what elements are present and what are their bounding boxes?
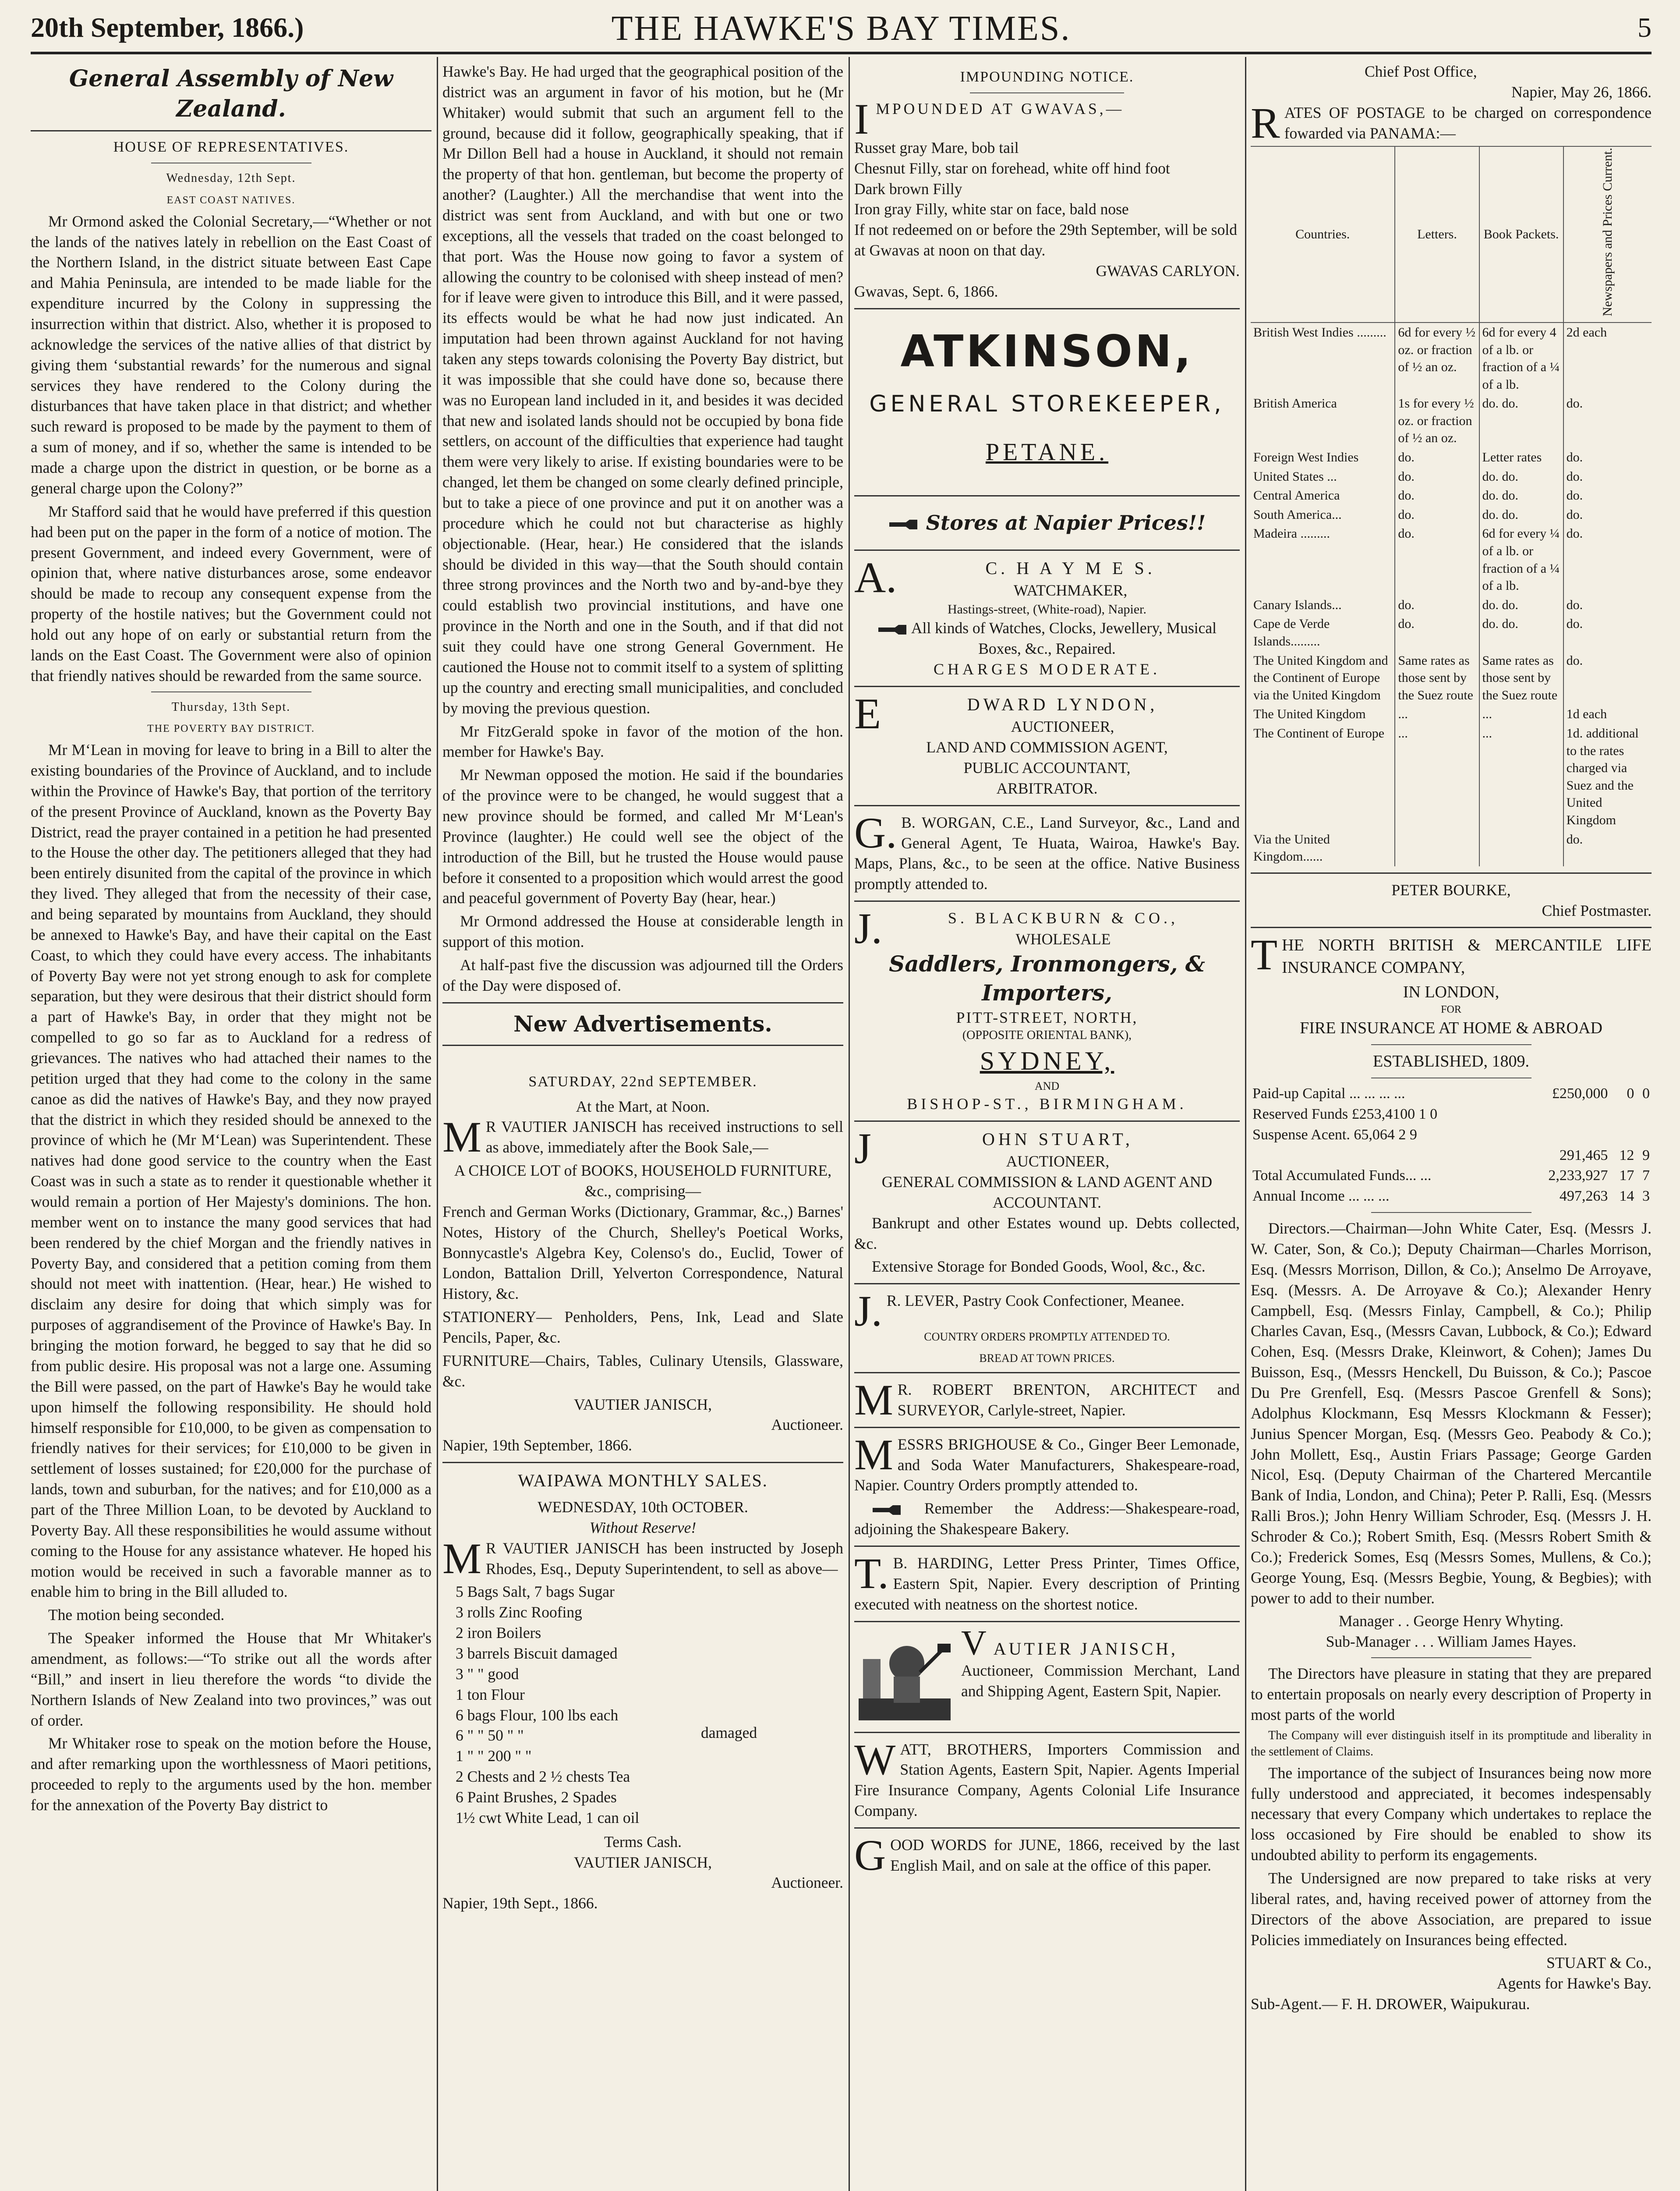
directors-list: Directors.—Chairman—John White Cater, Esq. (Messrs J. W. Cater, Son, & Co.); Deputy Chairman—Charles Morrison, Esq. (Messrs Morrison, Dillon, & Co.); Anselmo De Arroyave, Esq. (Messrs. A. De Arroyave & Co.); Alexander Henry Campbell, Esq. (Messrs Finlay, Campbell, & Co.); Philip Charles Cavan, Esq., (Messrs Cavan, Lubbock, & Co.); Edward Cohen, Esq. (Messrs Drake, Kleinwort, & Cohen); James Du Buisson, Esq., (Messrs Henckell, Du Buisson, & Co.); Pascoe Du Pre Grenfell, Esq. (Messrs Pascoe Grenfell & Sons); Adolphus Klockmann, Esq Messrs Klockmann & Fesser); Junius Spencer Morgan, Esq. (Messrs Geo. Peabody & Co.); John Mollett, Esq., Austin Friars Passage; George Garden Nicol, Esq. (Deputy Chairman of the Chartered Mercantile Bank of India, London, and China); Peter P. Ralli, Esq. (Messrs Ralli Bros.); John Henry William Schroder, Esq. (Messrs J. H. Schroder & Co.); Robert Smith, Esq. (Messrs Robert Smith & Co.); Frederick Somes, Esq (Messrs Somes, Mullens, & Co.); George Young, Esq. (Messrs Begbie, Young, & Begbies); with power to add to their number. [1251, 1220, 1652, 1607]
column-rule [437, 57, 438, 2191]
haymes-desc-line [854, 618, 1240, 659]
table-row [1251, 724, 1652, 830]
ad-item: STATIONERY— Penholders, Pens, Ink, Lead and Slate Pencils, Paper, &c. [442, 1308, 843, 1346]
article-paragraph: Mr Newman opposed the motion. He said if the boundaries of the province were to be changed, he would suggest that a new province should be formed, and called Mr M‘Lean's Province (laughter.) He could well see the object of the introduction of the Bill, but he trusted the House would pause before it consented to a proposition which would arrest the good and peaceful government of Poverty Bay (hear, hear.) [442, 766, 843, 907]
column-4 [1251, 61, 1652, 2191]
lever-line: BREAD AT TOWN PRICES. [979, 1351, 1115, 1365]
table-row [1251, 524, 1652, 595]
watt-ad [854, 1735, 1240, 1821]
advertisement [442, 1072, 843, 1456]
divider [854, 1427, 1240, 1428]
table-cell: 1d. additional to the rates charged via Suez and the United Kingdom [1563, 724, 1652, 830]
blackburn-line: PITT-STREET, NORTH, [956, 1008, 1138, 1026]
table-cell: Via the United Kingdom...... [1253, 832, 1330, 864]
divider [854, 805, 1240, 806]
impounding-date: Gwavas, Sept. 6, 1866. [854, 282, 998, 300]
finance-cell [1251, 1145, 1520, 1166]
table-row [1251, 651, 1652, 705]
table-cell: Same rates as those sent by the Suez route [1479, 651, 1563, 705]
lever-line: COUNTRY ORDERS PROMPTLY ATTENDED TO. [924, 1330, 1170, 1344]
divider [1371, 1212, 1531, 1213]
masthead [31, 9, 1652, 48]
nb-title: HE NORTH BRITISH & MERCANTILE LIFE INSURANCE COMPANY, [1282, 936, 1652, 977]
finance-cell: Annual Income ... ... ... [1252, 1188, 1390, 1205]
table-cell: 1d each [1563, 705, 1652, 724]
table-row [1251, 448, 1652, 467]
column-header: Letters. [1395, 146, 1479, 322]
section-title: General Assembly of New Zealand. [69, 65, 393, 122]
blackburn-trades: Saddlers, Ironmongers, & Importers, [889, 950, 1205, 1006]
masthead-rule [31, 52, 1652, 54]
impounding-item: If not redeemed on or before the 29th September, will be sold at Gwavas at noon on that day. [854, 221, 1237, 259]
finance-row [1251, 1145, 1652, 1166]
divider [1371, 1657, 1531, 1658]
brighouse-remember: Remember the Address:—Shakespeare-road, adjoining the Shakespeare Bakery. [854, 1500, 1240, 1538]
divider [854, 1621, 1240, 1622]
ad-terms: Terms Cash. [604, 1833, 682, 1851]
finance-cell: Reserved Funds £253,4100 1 0 [1252, 1106, 1438, 1122]
column-header: Countries. [1251, 146, 1395, 322]
divider [31, 130, 431, 131]
ad-item: 2 iron Boilers [456, 1624, 541, 1642]
divider [854, 1827, 1240, 1829]
finance-cell: 14 [1619, 1188, 1634, 1205]
table-cell: 1s for every ½ oz. or fraction of ½ an oz. [1395, 394, 1479, 448]
table-cell: Same rates as those sent by the Suez route [1395, 651, 1479, 705]
blackburn-birmingham: BISHOP-ST., BIRMINGHAM. [907, 1095, 1187, 1113]
divider [1251, 872, 1652, 874]
drop-cap: G. [854, 808, 897, 857]
divider [854, 1120, 1240, 1122]
sub-manager: Sub-Manager . . . William James Hayes. [1326, 1633, 1577, 1651]
finance-row [1251, 1125, 1652, 1145]
stuart-name: OHN STUART, [982, 1129, 1133, 1149]
drop-cap: M [442, 1113, 481, 1162]
table-cell: do. do. [1479, 467, 1563, 486]
masthead-title: THE HAWKE'S BAY TIMES. [611, 9, 1071, 48]
janisch-text: Auctioneer, Commission Merchant, Land and Shipping Agent, Eastern Spit, Napier. [961, 1662, 1240, 1700]
stuart-line: Extensive Storage for Bonded Goods, Wool, &c., &c. [872, 1258, 1206, 1276]
drop-cap: E [854, 689, 881, 738]
stuart-line: Bankrupt and other Estates wound up. Debts collected, &c. [854, 1214, 1240, 1252]
drop-cap: M [854, 1375, 893, 1424]
ad-date: SATURDAY, 22nd SEPTEMBER. [528, 1073, 757, 1090]
finance-cell [1636, 1104, 1652, 1125]
table-cell: do. [1395, 614, 1479, 651]
haymes-charges: CHARGES MODERATE. [933, 660, 1161, 678]
finance-cell [1520, 1125, 1610, 1145]
finance-cell: 497,263 [1559, 1188, 1608, 1205]
subheading: THE POVERTY BAY DISTRICT. [147, 723, 315, 735]
finance-row [1251, 1084, 1652, 1104]
divider [442, 1045, 843, 1046]
ad-item: 6 bags Flour, 100 lbs each [456, 1706, 619, 1724]
divider [854, 1283, 1240, 1284]
table-row [1251, 614, 1652, 651]
article-paragraph: Mr Whitaker rose to speak on the motion before the House, and after remarking upon the worthlessness of Maori petitions, proceeded to reply to the arguments used by the hon. member for the annexation of the Poverty Bay district to [31, 1734, 431, 1814]
column-3 [854, 61, 1240, 2191]
finance-cell: Total Accumulated Funds... ... [1252, 1167, 1432, 1184]
masthead-date: 20th September, 1866.) [31, 12, 304, 43]
table-row [1251, 323, 1652, 394]
blackburn-line: (OPPOSITE ORIENTAL BANK), [962, 1028, 1132, 1042]
finance-cell: 291,465 [1559, 1147, 1608, 1163]
brighouse-text: ESSRS BRIGHOUSE & Co., Ginger Beer Lemonade, and Soda Water Manufacturers, Shakespeare-road, Napier. Country Orders promptly attended to. [854, 1435, 1240, 1494]
sub-agent: Sub-Agent.— F. H. DROWER, Waipukurau. [1251, 1995, 1530, 2013]
janisch-ad [854, 1624, 1240, 1702]
house-heading: HOUSE OF REPRESENTATIVES. [113, 139, 349, 156]
atkinson-name: ATKINSON, [900, 325, 1194, 377]
nb-established: ESTABLISHED, 1809. [1373, 1052, 1529, 1071]
damaged-note: damaged [701, 1723, 757, 1741]
post-office-date: Napier, May 26, 1866. [1511, 83, 1652, 101]
column-rule [1245, 57, 1246, 2191]
ad-role: Auctioneer. [771, 1874, 843, 1892]
table-cell [1479, 830, 1563, 866]
ad-intro: R VAUTIER JANISCH has been instructed by Joseph Rhodes, Esq., Deputy Superintendent, to sell as above— [485, 1539, 843, 1578]
ad-signature: VAUTIER JANISCH, [574, 1853, 712, 1871]
article-paragraph: The Speaker informed the House that Mr Whitaker's amendment, as follows:—“To strike out all the words after “Bill,” and insert in lieu therefore the words “to divide the Northern Islands of New Zealand into two provinces,” was out of order. [31, 1629, 431, 1729]
table-cell: do. [1563, 651, 1652, 705]
table-cell: do. [1563, 505, 1652, 525]
column-1 [31, 61, 431, 2191]
impounding-head: MPOUNDED AT GWAVAS,— [876, 99, 1125, 117]
lyndon-name: DWARD LYNDON, [967, 695, 1158, 715]
table-cell: do. [1563, 596, 1652, 615]
table-cell: do. [1395, 486, 1479, 505]
ad-place: At the Mart, at Noon. [576, 1097, 710, 1115]
ad-title: WAIPAWA MONTHLY SALES. [518, 1471, 768, 1491]
haymes-name: C. H A Y M E S. [985, 558, 1156, 578]
nb-paragraph: The Company will ever distinguish itself in its promptitude and liberality in the settlement of Claims. [1251, 1728, 1652, 1758]
finance-table [1251, 1084, 1652, 1207]
drop-cap: J. [854, 1287, 882, 1336]
table-cell: do. [1395, 524, 1479, 595]
worgan-text: B. WORGAN, C.E., Land Surveyor, &c., Land and General Agent, Te Huata, Wairoa, Hawke's Bay. Maps, Plans, &c., to be seen at the office. Native Business promptly attended to. [854, 813, 1240, 893]
divider [854, 308, 1240, 309]
table-row [1251, 394, 1652, 448]
table-cell: Cape de Verde Islands......... [1253, 617, 1330, 649]
ad-item: FURNITURE—Chairs, Tables, Culinary Utensils, Glassware, &c. [442, 1351, 843, 1390]
table-cell: do. do. [1479, 614, 1563, 651]
article-paragraph: Mr Stafford said that he would have preferred if this question had been put on the paper in the form of a notice of motion. The present Government, and indeed every Government, were of opinion that, where native disturbances arose, some endeavor should be made to recoup any consequent expense from the property of the hostile natives; but the Government could not hold out any hope of on early or substantial return from the lands on the East Coast. The Government were also of opinion that friendly natives should be rewarded from the same source. [31, 502, 431, 684]
table-cell: The Continent of Europe [1253, 726, 1385, 741]
finance-cell: £250,000 [1552, 1085, 1608, 1102]
harding-text: B. HARDING, Letter Press Printer, Times Office, Eastern Spit, Napier. Every description of Printing executed with neatness on the shortest notice. [854, 1554, 1240, 1613]
article-paragraph: At half-past five the discussion was adjourned till the Orders of the Day were disposed of. [442, 956, 843, 994]
table-cell: do. [1563, 448, 1652, 467]
drop-cap: M [854, 1430, 893, 1479]
article-paragraph: Mr Ormond asked the Colonial Secretary,—“Whether or not the lands of the natives lately in rebellion on the East Coast of the Northern Island, in the district situate between East Cape and Mahia Peninsula, are intended to be made liable for the expenditure incurred by the Colony in suppressing the insurrection within that district. Also, whether it is proposed to acknowledge the services of the native allies of that district by giving them ‘substantial rewards’ for the numerous and signal services they have rendered to the Colony during the disturbances that have taken place in that district; and whether such reward is proposed to be made by the payment to them of a sum of money, and if so, whether the same is intended to be made a charge upon the district in question, or be borne as a general charge upon the Colony?” [31, 212, 431, 497]
nb-fire: FIRE INSURANCE AT HOME & ABROAD [1300, 1018, 1602, 1037]
finance-cell: 9 [1642, 1147, 1650, 1163]
table-cell: ... [1395, 724, 1479, 830]
brenton-ad [854, 1375, 1240, 1424]
drop-cap: G [854, 1830, 886, 1879]
table-cell: British America [1253, 396, 1337, 411]
postmaster-signature: PETER BOURKE, [1391, 881, 1511, 899]
ad-item: 1½ cwt White Lead, 1 can oil [456, 1808, 640, 1826]
haymes-address: Hastings-street, (White-road), Napier. [948, 602, 1146, 617]
impounding-item: Chesnut Filly, star on forehead, white off hind foot [854, 159, 1170, 177]
finance-row [1251, 1186, 1652, 1207]
drop-cap: T [1251, 930, 1278, 979]
table-cell: do. do. [1479, 596, 1563, 615]
postage-table [1251, 146, 1652, 866]
lever-text: R. LEVER, Pastry Cook Confectioner, Meanee. [886, 1292, 1185, 1310]
impounding-item: Iron gray Filly, white star on face, bald nose [854, 200, 1129, 218]
ad-intro: R VAUTIER JANISCH has received instructions to sell as above, immediately after the Book Sale,— [485, 1118, 843, 1156]
nb-for: FOR [1441, 1003, 1461, 1015]
ad-item: 3 rolls Zinc Roofing [456, 1603, 582, 1621]
drop-cap: V [961, 1624, 989, 1663]
ad-item: 1 " " 200 " " [456, 1747, 532, 1765]
divider [854, 1546, 1240, 1547]
finance-row [1251, 1104, 1652, 1125]
haymes-desc: All kinds of Watches, Clocks, Jewellery, Musical Boxes, &c., Repaired. [911, 619, 1217, 658]
blackburn-line: WHOLESALE [1015, 930, 1111, 948]
finance-cell: 0 [1627, 1085, 1634, 1102]
impounding-title: IMPOUNDING NOTICE. [960, 69, 1134, 85]
janisch-name: AUTIER JANISCH, [993, 1638, 1178, 1659]
table-cell: Letter rates [1479, 448, 1563, 467]
atkinson-place: PETANE. [985, 439, 1109, 466]
table-row [1251, 467, 1652, 486]
divider [854, 901, 1240, 902]
manager: Manager . . George Henry Whyting. [1338, 1612, 1564, 1630]
table-cell: South America... [1253, 507, 1342, 522]
table-cell: Foreign West Indies [1253, 450, 1359, 465]
finance-row [1251, 1166, 1652, 1186]
finance-cell: 12 [1619, 1147, 1634, 1163]
table-cell: British West Indies ......... [1253, 325, 1386, 340]
ad-item: 1 ton Flour [456, 1685, 525, 1703]
table-cell: 2d each [1563, 323, 1652, 394]
table-cell: do. [1563, 467, 1652, 486]
north-british-ad [1251, 930, 1652, 2014]
brighouse-ad [854, 1430, 1240, 1539]
table-cell: 6d for every 4 of a lb. or fraction of a ¼ of a lb. [1479, 323, 1563, 394]
impounding-signature: GWAVAS CARLYON. [1096, 262, 1240, 280]
table-cell: do. [1395, 448, 1479, 467]
atkinson-trade: GENERAL STOREKEEPER, [869, 390, 1225, 417]
ad-item: French and German Works (Dictionary, Grammar, &c.,) Barnes' Notes, History of the Church, Shelley's Poetical Works, Bonnycastle's Algebra Key, Colenso's do., Euclid, Tower of London, Battalion Drill, Yelverton Correspondence, Natural History, &c. [442, 1202, 843, 1303]
postage-intro: ATES OF POSTAGE to be charged on correspondence fowarded via PANAMA:— [1284, 103, 1652, 142]
column-header: Book Packets. [1479, 146, 1563, 322]
drop-cap: T. [854, 1549, 889, 1598]
good-words-ad [854, 1830, 1240, 1879]
article-paragraph: Mr FitzGerald spoke in favor of the motion of the hon. member for Hawke's Bay. [442, 722, 843, 761]
ad-signature: VAUTIER JANISCH, [574, 1395, 712, 1413]
divider [854, 1372, 1240, 1373]
drop-cap: R [1251, 98, 1280, 147]
divider [854, 495, 1240, 496]
table-cell: Madeira ......... [1253, 526, 1330, 541]
ad-item: 2 Chests and 2 ½ chests Tea [456, 1768, 630, 1786]
table-row [1251, 505, 1652, 525]
table-cell: do. [1395, 467, 1479, 486]
divider [442, 1002, 843, 1003]
table-cell: do. [1563, 486, 1652, 505]
drop-cap: M [442, 1534, 481, 1583]
good-words-text: OOD WORDS for JUNE, 1866, received by the last English Mail, and on sale at the office of this paper. [890, 1836, 1240, 1874]
lyndon-line: LAND AND COMMISSION AGENT, [926, 738, 1168, 756]
divider [1371, 1044, 1531, 1045]
column-header [1563, 146, 1652, 322]
table-cell: ... [1479, 705, 1563, 724]
impounding-item: Russet gray Mare, bob tail [854, 138, 1019, 156]
blackburn-ad [854, 904, 1240, 1114]
lyndon-line: ARBITRATOR. [996, 779, 1098, 797]
subheading: EAST COAST NATIVES. [166, 195, 296, 206]
table-cell: Central America [1253, 488, 1340, 503]
pointing-hand-icon [888, 517, 919, 532]
blackburn-sydney: SYDNEY, [980, 1046, 1114, 1076]
finance-cell [1520, 1104, 1610, 1125]
haymes-trade: WATCHMAKER, [1013, 581, 1128, 599]
divider [854, 686, 1240, 687]
drop-cap: I [854, 94, 872, 143]
finance-cell: 17 [1619, 1167, 1634, 1184]
new-advertisements-heading: New Advertisements. [513, 1010, 772, 1037]
stuart-role: AUCTIONEER, [1006, 1152, 1110, 1170]
ad-date-line: Napier, 19th September, 1866. [442, 1436, 632, 1454]
harding-ad [854, 1549, 1240, 1615]
table-row [1251, 596, 1652, 615]
nb-paragraph: The importance of the subject of Insurances being now more fully understood and appreciated, it becomes indespensably necessary that every Company which undertakes to replace the loss occasioned by Fire should be enabled to show its undoubted ability to perform its engagements. [1251, 1764, 1652, 1864]
table-cell: do. [1395, 596, 1479, 615]
table-cell: do. [1563, 524, 1652, 595]
pointing-hand-icon [877, 622, 908, 637]
postmaster-role: Chief Postmaster. [1542, 901, 1652, 919]
table-row [1251, 705, 1652, 724]
article-paragraph: Mr M‘Lean in moving for leave to bring in a Bill to alter the existing boundaries of the Province of Auckland, and to include within the Province of Hawke's Bay, that portion of the territory of the present Province of Auckland, known as the Poverty Bay District, read the prayer contained in a petition he had presented to the House the other day. The petitioners alleged that they had been entirely disunited from the capital of the province in which they lived. They alleged that from the necessity of their case, and being separated by mountains from Auckland, they should be annexed to Hawke's Bay, and have their capital on the East Coast, to which they could have every access. The inhabitants of Poverty Bay were not yet strong enough to ask for complete separation, but they were desirous that their district should form a part of Hawke's Bay, in order that they might not be compelled to go so far as to Auckland for a redress of grievances. The natives who had attached their names to the petition urged that they had come to the colony in the same canoe as did the natives of Hawke's Bay, and they now prayed that the district in which they resided should be annexed to the province of which he (Mr M‘Lean) was Superintendent. These natives had done good service to the country when the East Coast was in such a state as to render it questionable whether it would remain a portion of Her Majesty's dominions. The hon. member went on to instance the many good services that had been rendered by the chief Morgan and the friendly natives in Poverty Bay, and considered that a petition coming from them should not meet with inattention. (Hear, hear.) He wished to disclaim any desire for doing that which simply was for purposes of aggrandisement of the Province of Hawke's Bay. In bringing the motion forward, he begged to say that he did so from public desire. His proposal was not a large one. Assuming the Bill were passed, on the part of Hawke's Bay he would take upon himself the following responsibility. He should hold himself responsible for £10,000, to be given as compensation to friendly natives for their services; for £10,000 to be given in settlement of losses sustained; for £20,000 for the purchase of lands, town and suburban, for the natives; and for £10,000 as a part of the Three Million Loan, to be devoted by Auckland to Poverty Bay. All these responsibilities he would assume without coming to the House for any assistance whatever. He hoped his motion would be received in such a favorable manner as to enable him to bring in the Bill alluded to. [31, 741, 431, 1601]
finance-cell [1636, 1125, 1652, 1145]
finance-cell [1609, 1125, 1636, 1145]
ad-item: 5 Bags Salt, 7 bags Sugar [456, 1583, 615, 1601]
ad-item-list [442, 1581, 843, 1828]
ad-item: 3 barrels Biscuit damaged [456, 1644, 618, 1662]
finance-cell: 7 [1642, 1167, 1650, 1184]
table-cell [1395, 830, 1479, 866]
table-row [1251, 830, 1652, 866]
finance-cell [1609, 1104, 1636, 1125]
article-paragraph: Hawke's Bay. He had urged that the geographical position of the district was an argument in favor of his motion, but he (Mr Whitaker) would submit that such an argument fell to the ground, because did it follow, geographically speaking, that if Mr Dillon Bell had a house in Auckland, it should not remain the property of that hon. gentleman, but become the property of another? (Laughter.) All the merchandise that went into the district was sent from Auckland, and with but one or two exceptions, all the vessels that traded on the coast belonged to that port. Was the House now going to favor a system of allowing the country to be colonised with sheep instead of men? for if leave were given to introduce this Bill, and it were passed, its effects would be what he had now just indicated. An imputation had been thrown against Auckland for not having taken any steps towards colonising the Poverty Bay district, but it was impossible that she could have done so, because there was no European land included in it, and besides it was decided that new and isolated lands should not be occupied by bona fide settlers, on account of the difficulties that experience had taught them were very likely to arise. If existing boundaries were to be changed, let them be changed on some clearly defined principle, but to take a piece of one province and put it on another was a procedure which he could not but characterise as highly objectionable. (Hear, hear.) He considered that the islands should be divided in this way—that the South should contain three strong provinces and the North two and by-and-bye they could establish two provincial institutions, and have one province in the North and one in the South, and if that did not suit they could have one strong General Government. He cautioned the House not to commit itself to a system of splitting up the country and erecting small municipalities, and concluded by moving the previous question. [442, 63, 843, 717]
haymes-ad [854, 553, 1240, 680]
stuart-ad [854, 1124, 1240, 1277]
date-heading: Thursday, 13th Sept. [171, 700, 291, 714]
lyndon-line: AUCTIONEER, [1011, 718, 1114, 736]
table-cell: The United Kingdom [1253, 707, 1366, 722]
ad-role: Auctioneer. [771, 1416, 843, 1434]
agent-signature: STUART & Co., [1546, 1954, 1652, 1972]
finance-cell: Suspense Acent. 65,064 2 9 [1252, 1126, 1417, 1143]
agent-role: Agents for Hawke's Bay. [1496, 1975, 1652, 1992]
stores-text: Stores at Napier Prices!! [926, 511, 1206, 535]
advertisement [442, 1469, 843, 1914]
newspapers-header: Newspapers and Prices Current. [1600, 148, 1615, 317]
ad-item: 6 " " 50 " " [456, 1727, 524, 1744]
finance-cell: 2,233,927 [1548, 1167, 1608, 1184]
lyndon-ad [854, 689, 1240, 798]
watt-text: ATT, BROTHERS, Importers Commission and Station Agents, Eastern Spit, Napier. Agents Imperial Fire Insurance Company, Agents Colonial Life Insurance Company. [854, 1740, 1240, 1820]
ad-date-line: Napier, 19th Sept., 1866. [442, 1894, 598, 1912]
drop-cap: J. [854, 904, 882, 953]
auction-illustration-icon [854, 1633, 955, 1729]
ad-item: 6 Paint Brushes, 2 Spades [456, 1788, 617, 1806]
table-cell: do. [1395, 505, 1479, 525]
divider [151, 691, 311, 692]
table-cell: The United Kingdom and the Continent of Europe via the United Kingdom [1253, 653, 1388, 702]
article-paragraph: The motion being seconded. [48, 1606, 225, 1624]
table-cell: do. [1563, 830, 1652, 866]
table-cell: ... [1395, 705, 1479, 724]
article-paragraph: Mr Ormond addressed the House at considerable length in support of this motion. [442, 912, 843, 951]
divider [854, 550, 1240, 551]
worgan-ad [854, 808, 1240, 894]
table-cell: United States ... [1253, 469, 1337, 484]
ad-date: WEDNESDAY, 10th OCTOBER. [538, 1498, 748, 1516]
blackburn-and: AND [1034, 1079, 1060, 1092]
table-cell: do. [1563, 394, 1652, 448]
nb-london: IN LONDON, [1403, 982, 1500, 1001]
finance-cell: Paid-up Capital ... ... ... ... [1252, 1085, 1405, 1102]
blackburn-name: S. BLACKBURN & CO., [948, 909, 1178, 927]
lyndon-line: PUBLIC ACCOUNTANT, [963, 759, 1131, 776]
stores-line [854, 510, 1240, 536]
table-row [1251, 486, 1652, 505]
table-cell: do. [1563, 614, 1652, 651]
drop-cap: W [854, 1735, 896, 1784]
table-cell: 6d for every ¼ of a lb. or fraction of a ¼ of a lb. [1479, 524, 1563, 595]
post-office-head: Chief Post Office, [1365, 63, 1477, 80]
column-rule [849, 57, 850, 2191]
brenton-text: R. ROBERT BRENTON, ARCHITECT and SURVEYOR, Carlyle-street, Napier. [897, 1380, 1240, 1419]
divider [442, 1462, 843, 1463]
date-heading: Wednesday, 12th Sept. [166, 171, 296, 185]
lever-ad [854, 1287, 1240, 1366]
table-cell: do. do. [1479, 486, 1563, 505]
drop-cap: J [854, 1124, 871, 1173]
divider [854, 1732, 1240, 1733]
divider [970, 92, 1124, 93]
table-cell: Canary Islands... [1253, 597, 1342, 612]
ad-note: Without Reserve! [589, 1518, 697, 1536]
impounding-item: Dark brown Filly [854, 180, 962, 198]
table-cell: ... [1479, 724, 1563, 830]
table-cell: do. do. [1479, 394, 1563, 448]
drop-cap: A. [854, 553, 897, 602]
table-cell: 6d for every ½ oz. or fraction of ½ an oz. [1395, 323, 1479, 394]
table-cell: do. do. [1479, 505, 1563, 525]
impounding-list [854, 138, 1240, 261]
nb-paragraph: The Directors have pleasure in stating that they are prepared to entertain proposals on nearly every description of Property in most parts of the world [1251, 1665, 1652, 1723]
divider [1251, 927, 1652, 928]
column-2 [442, 61, 843, 2191]
page-number: 5 [1638, 12, 1652, 43]
postage-rows [1251, 323, 1652, 866]
finance-cell: 3 [1642, 1188, 1650, 1205]
stuart-line: GENERAL COMMISSION & LAND AGENT AND ACCOUNTANT. [881, 1173, 1213, 1211]
ad-lot: A CHOICE LOT of BOOKS, HOUSEHOLD FURNITURE, &c., comprising— [454, 1162, 832, 1200]
nb-paragraph: The Undersigned are now prepared to take risks at very liberal rates, and, having received power of attorney from the Directors of the above Association, are prepared to issue Policies immediately on Insurances being effected. [1251, 1869, 1652, 1949]
ad-item: 3 " " good [456, 1665, 519, 1683]
finance-cell: 0 [1642, 1085, 1650, 1102]
pointing-hand-icon [872, 1503, 902, 1517]
